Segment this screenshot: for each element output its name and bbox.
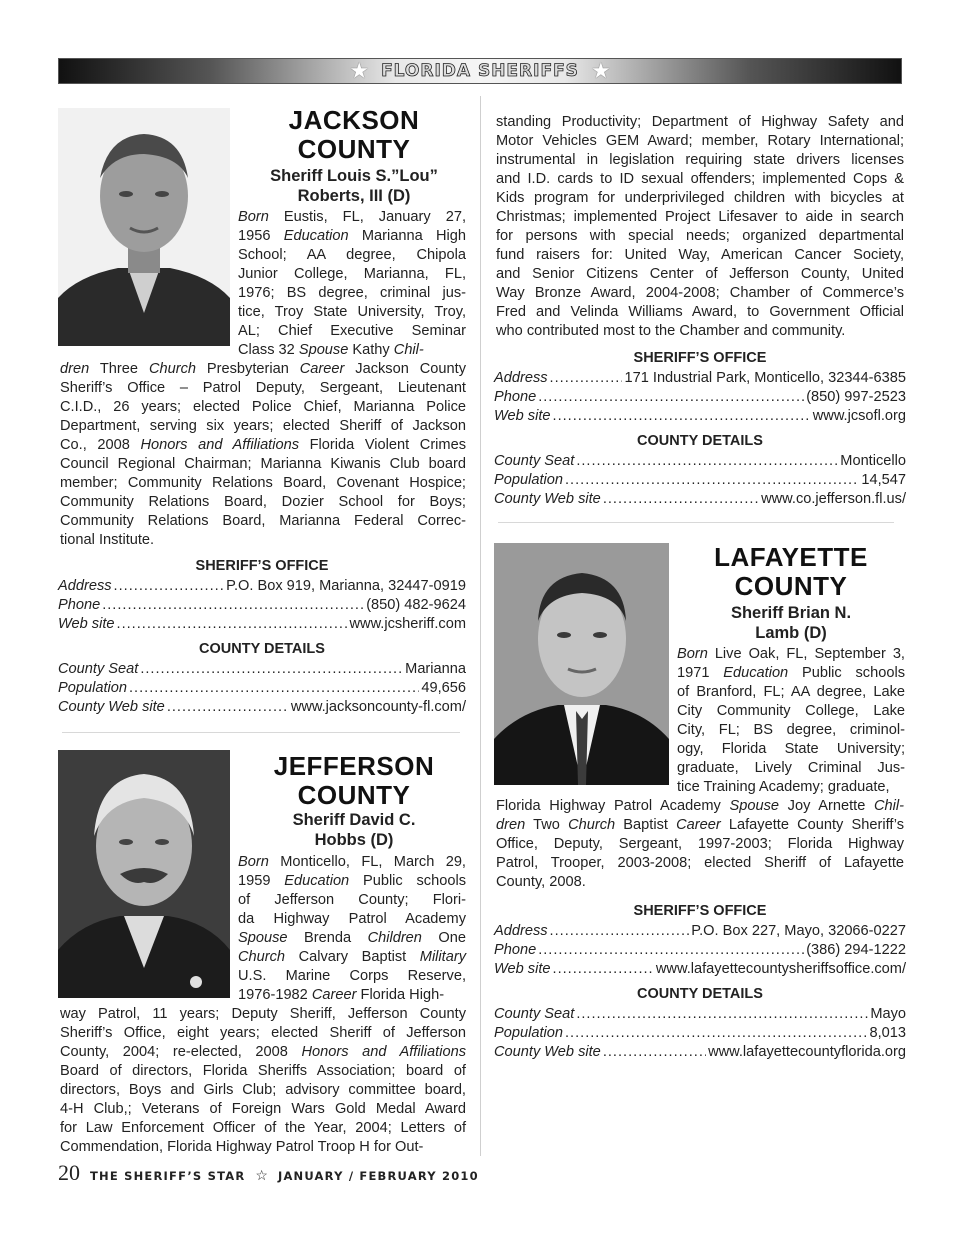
bio-line: da Highway Patrol Academy [238,911,466,927]
bio-line: dren Two Church Baptist Career Lafayette County Sheriff’s [496,817,904,833]
bio-line: 1956 Education Marianna High [238,228,466,244]
dot-leader [538,388,804,407]
dot-leader [603,490,759,509]
column-divider [480,96,481,1156]
bio-line: standing Productivity; Department of Highway Safety and [496,114,904,130]
bio-line: Department, serving six years; elected Sheriff of Jackson [60,418,466,434]
bio-full-lafayette [496,797,904,892]
info-value: www.lafayettecountysheriffsoffice.com/ [655,961,906,977]
section-divider [498,522,894,523]
bio-line: tice, Troy State University, Troy, [238,304,466,320]
info-row [494,452,906,471]
info-label: Address [494,370,548,386]
info-label: County Web site [494,1044,601,1060]
section-banner [58,58,902,84]
bio-line: tional Institute. [60,532,155,548]
details-heading-jefferson: COUNTY DETAILS [637,433,763,449]
bio-narrow-lafayette [677,645,905,797]
dot-leader [117,615,348,634]
bio-line: City, FL; BS degree, criminol- [677,722,905,738]
info-label: Web site [494,961,551,977]
info-value: Marianna [405,661,466,677]
bio-line: Sheriff’s Office, eight years; elected Sheriff of Jefferson [60,1025,466,1041]
dot-leader [603,1043,706,1062]
bio-line: way Patrol, 11 years; Deputy Sheriff, Jefferson County [60,1006,466,1022]
dot-leader [550,922,690,941]
info-row [494,369,906,388]
info-label: Phone [58,597,101,613]
info-row [494,490,906,509]
details-heading-jackson: COUNTY DETAILS [199,641,325,657]
info-row [494,471,906,490]
dot-leader [553,407,811,426]
star-outline-icon: ☆ [255,1167,268,1183]
bio-line: 1971 Education Public schools [677,665,905,681]
bio-line: Community Relations Board, Marianna Federal Correc- [60,513,466,529]
info-row [494,407,906,426]
page-number: 20 [58,1160,80,1185]
dot-leader [538,941,804,960]
page-footer [58,1160,479,1186]
info-label: Population [494,1025,563,1041]
info-value: Mayo [870,1006,906,1022]
bio-line: instrumental in legislation requiring state drivers licenses [496,152,904,168]
dot-leader [102,596,364,615]
county-title-jefferson: JEFFERSON COUNTY [273,751,435,810]
bio-line: Spouse Brenda Children One [238,930,467,946]
bio-line: County, 2008. [496,874,586,890]
bio-line: ogy, Florida State University; [677,741,905,757]
info-row [58,679,466,698]
info-row [494,388,906,407]
bio-line: Florida Highway Patrol Academy Spouse Joy Arnette Chil- [496,798,904,814]
info-value: P.O. Box 227, Mayo, 32066-0227 [691,923,906,939]
bio-line: U.S. Marine Corps Reserve, [238,968,466,984]
info-label: Web site [494,408,551,424]
bio-line: Junior College, Marianna, FL, [238,266,466,282]
info-row [494,960,906,979]
bio-line: 1959 Education Public schools [238,873,466,889]
bio-line: Commendation, Florida Highway Patrol Troop H for Out- [60,1139,424,1155]
dot-leader [565,1024,867,1043]
info-row [494,922,906,941]
bio-line: Motor Vehicles GEM Award; member, Rotary International; [496,133,904,149]
bio-line: Way Bronze Award, 2004-2008; Chamber of Commerce’s [496,285,904,301]
info-row [58,615,466,634]
bio-line: 4-H Club,; Veterans of Foreign Wars Gold Medal Award [60,1101,466,1117]
info-value: www.co.jefferson.fl.us/ [761,491,906,507]
sheriff-name-jefferson: Sheriff David C. Hobbs (D) [292,811,416,849]
dot-leader [140,660,403,679]
dot-leader [576,1005,868,1024]
bio-line: Community Relations Board, Dozier School for Boys; [60,494,466,510]
sheriff-photo-jefferson [58,750,230,998]
info-value: 49,656 [421,680,466,696]
bio-line: 1976-1982 Career Florida High- [238,987,445,1003]
sheriff-name-lafayette: Sheriff Brian N. Lamb (D) [730,604,852,642]
section-title: FLORIDA SHERIFFS [381,61,579,81]
office-heading-lafayette: SHERIFF’S OFFICE [633,903,767,919]
info-row [58,596,466,615]
info-label: County Seat [58,661,139,677]
info-row [58,577,466,596]
bio-line: C.I.D., 26 years; elected Police Chief, Marianna Police [60,399,466,415]
bio-line: and I.D. cards to ID sexual offenders; implemented Cops & [496,171,904,187]
bio-line: Class 32 Spouse Kathy Chil- [238,342,424,358]
info-value: www.jcsheriff.com [349,616,466,632]
bio-line: Christmas; implemented Project Lifesaver to aide in search [496,209,904,225]
bio-line: Board of directors, Florida Sheriffs Association; board of [60,1063,466,1079]
info-value: 8,013 [869,1025,906,1041]
info-value: (850) 482-9624 [366,597,466,613]
bio-line: member; Community Relations Board, Covenant Hospice; [60,475,466,491]
bio-line: School; AA degree, Chipola [238,247,466,263]
bio-line: Office, Deputy, Sergeant, 1997-2003; Florida Highway [496,836,904,852]
dot-leader [553,960,654,979]
bio-line: Patrol, Trooper, 2003-2008; elected Sheriff of Lafayette [496,855,904,871]
magazine-name: THE SHERIFF’S STAR [90,1169,246,1183]
info-row [494,1005,906,1024]
bio-narrow-jackson [238,208,466,360]
sheriff-name-jackson: Sheriff Louis S.”Lou” Roberts, III (D) [270,167,438,205]
dot-leader [565,471,859,490]
bio-line: Fred and Velinda Williams Award, to Government Official [496,304,904,320]
info-label: Web site [58,616,115,632]
star-icon: ★ [349,58,370,83]
bio-line: Kids program for underprivileged children with bicycles at [496,190,904,206]
bio-line: graduate, Lively Criminal Jus- [677,760,905,776]
dot-leader [550,369,623,388]
bio-narrow-jefferson [238,853,466,1005]
info-label: Phone [494,942,537,958]
bio-line: tice Training Academy; graduate, [677,779,890,795]
info-label: Population [58,680,127,696]
info-label: Phone [494,389,537,405]
bio-line: and Senior Citizens Center of Jefferson County, United [496,266,904,282]
bio-line: fund raisers for: United Way, American Cancer Society, [496,247,904,263]
bio-line: Born Monticello, FL, March 29, [238,854,466,870]
office-heading-jackson: SHERIFF’S OFFICE [195,558,329,574]
bio-line: dren Three Church Presbyterian Career Jackson County [60,361,466,377]
bio-full-jackson [60,360,466,550]
info-row [58,698,466,717]
details-heading-lafayette: COUNTY DETAILS [637,986,763,1002]
bio-line: Sheriff’s Office – Patrol Deputy, Sergeant, Lieutenant [60,380,466,396]
county-title-jackson: JACKSON COUNTY [288,105,420,164]
bio-line: AL; Chief Executive Seminar [238,323,466,339]
bio-line: Co., 2008 Honors and Affiliations Florida Violent Crimes [60,437,466,453]
bio-line: who contributed most to the Chamber and community. [496,323,846,339]
office-heading-jefferson: SHERIFF’S OFFICE [633,350,767,366]
issue-date: JANUARY / FEBRUARY 2010 [277,1169,479,1183]
section-divider [62,732,460,733]
info-value: 171 Industrial Park, Monticello, 32344-6385 [624,370,906,386]
info-label: Population [494,472,563,488]
bio-line: of Branford, FL; AA degree, Lake [677,684,905,700]
dot-leader [576,452,838,471]
info-value: Monticello [840,453,906,469]
bio-line: Born Live Oak, FL, September 3, [677,646,905,662]
info-row [494,1043,906,1062]
bio-line: Church Calvary Baptist Military [238,949,466,965]
info-row [58,660,466,679]
bio-line: directors, Boys and Girls Club; advisory committee board, [60,1082,466,1098]
bio-line: Born Eustis, FL, January 27, [238,209,466,225]
info-value: 14,547 [861,472,906,488]
info-label: County Web site [494,491,601,507]
sheriff-photo-lafayette [494,543,669,785]
dot-leader [167,698,289,717]
bio-continued-jefferson [496,113,904,341]
info-value: (386) 294-1222 [806,942,906,958]
info-label: County Web site [58,699,165,715]
info-value: www.jcsofl.org [812,408,906,424]
info-row [494,1024,906,1043]
info-label: County Seat [494,453,575,469]
bio-line: for persons with special needs; organized departmental [496,228,904,244]
dot-leader [114,577,225,596]
info-value: (850) 997-2523 [806,389,906,405]
bio-line: County, 2004; re-elected, 2008 Honors and Affiliations [60,1044,466,1060]
county-title-lafayette: LAFAYETTE COUNTY [714,542,868,601]
star-icon: ★ [590,58,611,83]
info-label: Address [58,578,112,594]
info-value: www.jacksoncounty-fl.com/ [290,699,466,715]
info-label: Address [494,923,548,939]
info-row [494,941,906,960]
bio-line: City Community College, Lake [677,703,905,719]
bio-line: 1976; BS degree, criminal jus- [238,285,466,301]
sheriff-photo-jackson [58,108,230,346]
bio-full-jefferson [60,1005,466,1157]
info-value: P.O. Box 919, Marianna, 32447-0919 [226,578,466,594]
bio-line: for Law Enforcement Officer of the Year, 2004; Letters of [60,1120,466,1136]
info-value: www.lafayettecountyflorida.org [708,1044,906,1060]
bio-line: of Jefferson County; Flori- [238,892,466,908]
bio-line: Council Regional Chairman; Marianna Kiwanis Club board [60,456,466,472]
dot-leader [129,679,419,698]
info-label: County Seat [494,1006,575,1022]
